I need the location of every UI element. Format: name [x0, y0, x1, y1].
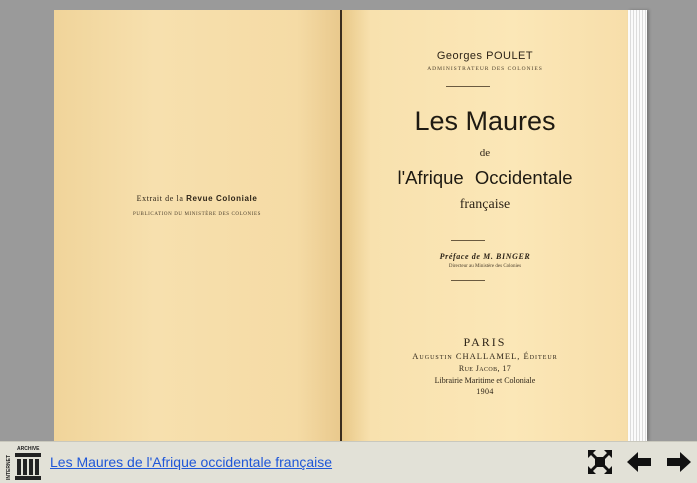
publisher-library: Librairie Maritime et Coloniale — [434, 376, 536, 385]
publication-year: 1904 — [476, 387, 494, 396]
book-title: Les Maures — [414, 106, 556, 136]
internet-archive-logo[interactable] — [4, 444, 44, 482]
svg-text:ARCHIVE: ARCHIVE — [17, 446, 40, 452]
excerpt-title: Revue Coloniale — [186, 194, 258, 203]
bottom-toolbar — [0, 441, 697, 483]
arrow-right-icon[interactable] — [665, 448, 693, 476]
right-page[interactable] — [342, 10, 628, 441]
author-name: Georges POULET — [436, 50, 534, 62]
publisher-address: Rue Jacob, 17 — [458, 364, 512, 373]
title-connector: de — [479, 147, 491, 159]
divider — [451, 280, 485, 281]
excerpt-prefix: Extrait de la — [136, 194, 184, 203]
fullscreen-icon[interactable] — [586, 448, 614, 476]
book-title-link[interactable]: Les Maures de l'Afrique occidentale française — [50, 454, 333, 470]
divider — [451, 240, 485, 241]
open-book — [54, 10, 647, 441]
publication-place: PARIS — [463, 335, 507, 349]
left-page[interactable] — [54, 10, 340, 441]
svg-text:INTERNET: INTERNET — [6, 455, 12, 480]
preface-role: Directeur au Ministère des Colonies — [448, 264, 522, 269]
book-subtitle: l'Afrique Occidentale — [397, 167, 573, 188]
author-role: ADMINISTRATEUR DES COLONIES — [427, 66, 543, 72]
publication-line: PUBLICATION DU MINISTÈRE DES COLONIES — [132, 212, 262, 217]
divider — [446, 86, 490, 87]
book-subtitle-2: française — [459, 197, 511, 212]
preface-line: Préface de M. BINGER — [439, 252, 531, 261]
page-stack-edges — [628, 10, 647, 441]
publisher-name: Augustin CHALLAMEL, Éditeur — [412, 351, 558, 361]
arrow-left-icon[interactable] — [625, 448, 653, 476]
excerpt-line — [54, 194, 340, 203]
